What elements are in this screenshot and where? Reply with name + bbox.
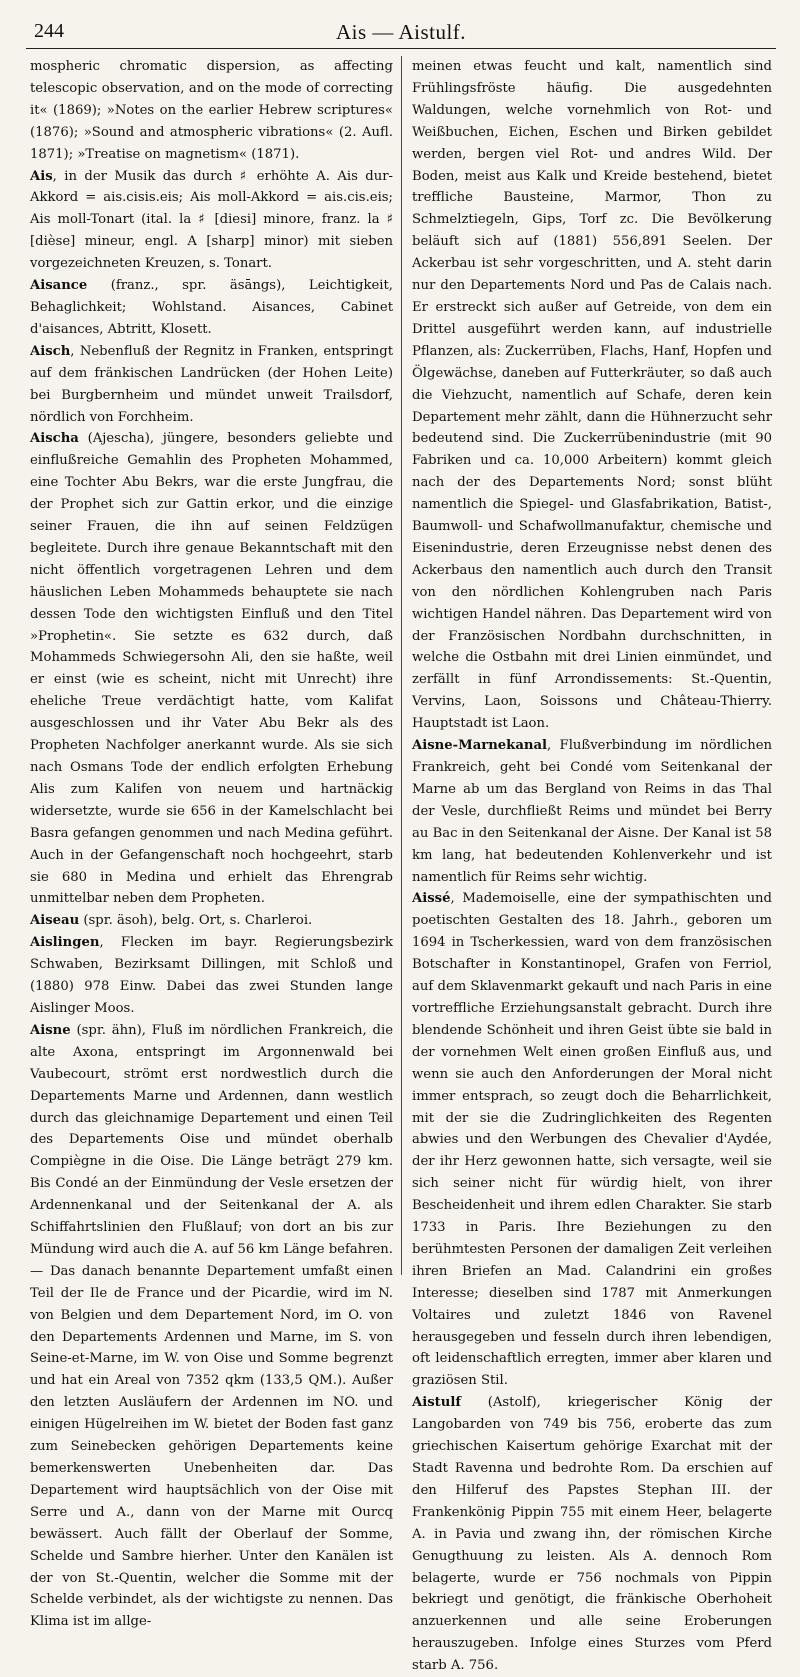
entry-text: (spr. äsoh), belg. Ort, s. Charleroi.: [79, 913, 312, 928]
dictionary-entry: [30, 932, 393, 1020]
entry-text: (franz., spr. äsāngs), Leichtigkeit, Behaglichkeit; Wohlstand. Aisances, Cabinet d'aisances, Abtritt, Klosett.: [30, 278, 393, 337]
dictionary-entry: [30, 341, 393, 429]
running-title: Ais — Aistulf.: [26, 20, 776, 45]
entry-headword: Aischa: [30, 431, 79, 446]
entry-headword: Aisch: [30, 344, 70, 359]
entry-headword: Aislingen: [30, 935, 99, 950]
entry-text: , Nebenfluß der Regnitz in Franken, entspringt auf dem fränkischen Landrücken (der Hohen Leite) bei Burgbernheim und mündet unweit Trailsdorf, nördlich von Forchheim.: [30, 344, 393, 425]
entry-text: (Ajescha), jüngere, besonders geliebte und einflußreiche Gemahlin des Propheten Mohammed, eine Tochter Abu Bekrs, war die erste Jungfrau, die der Prophet sich zur Gattin erkor, und die einzige seiner Frauen, die ihn auf seinen Feldzügen begleitete. Durch ihre genaue Bekanntschaft mit den nicht öffentlich vorgetragenen Lehren und dem häuslichen Leben Mohammeds behauptete sie nach dessen Tode den wichtigsten Einfluß und den Titel »Prophetin«. Sie setzte es 632 durch, daß Mohammeds Schwiegersohn Ali, den sie haßte, weil er einst (wie es scheint, nicht mit Unrecht) ihre eheliche Treue verdächtigt hatte, vom Kalifat ausgeschlossen und ihr Vater Abu Bekr als des Propheten Nachfolger anerkannt wurde. Als sie sich nach Osmans Tode der endlich erfolgten Erhebung Alis zum Kalifen von neuem und hartnäckig widersetzte, wurde sie 656 in der Kamelschlacht bei Basra gefangen genommen und nach Medina geführt. Auch in der Gefangenschaft noch hochgeehrt, starb sie 680 in Medina und erhielt das Ehrengrab unmittelbar neben dem Propheten.: [30, 431, 393, 906]
entry-text: meinen etwas feucht und kalt, namentlich sind Frühlingsfröste häufig. Die ausgedehnten Waldungen, welche vornehmlich von Rot- und Weißbuchen, Eichen, Eschen und Birken gebildet werden, bergen viel Rot- und andres Wild. Der Boden, meist aus Kalk und Kreide bestehend, bietet treffliche Bausteine, Marmor, Thon zu Schmelztiegeln, Gips, Torf zc. Die Bevölkerung beläuft sich auf (1881) 556,891 Seelen. Der Ackerbau ist sehr vorgeschritten, und A. steht darin nur den Departements Nord und Pas de Calais nach. Er erstreckt sich außer auf Getreide, von dem ein Drittel ausgeführt werden kann, auf industrielle Pflanzen, als: Zuckerrüben, Flachs, Hanf, Hopfen und Ölgewächse, daneben auf Futterkräuter, so daß auch die Viehzucht, namentlich auf Schafe, deren kein Departement mehr zählt, dann die Hühnerzucht sehr bedeutend sind. Die Zuckerrübenindustrie (mit 90 Fabriken und ca. 10,000 Arbeitern) kommt gleich nach der des Departements Nord; sonst blüht namentlich die Spiegel- und Glasfabrikation, Batist-, Baumwoll- und Schafwollmanufaktur, chemische und Eisenindustrie, deren Erzeugnisse nebst denen des Ackerbaus den namentlich auch durch den Transit von den nördlichen Kohlengruben nach Paris wichtigen Handel nähren. Das Departement wird von der Französischen Nordbahn durchschnitten, in welche die Ostbahn mit drei Linien einmündet, und zerfällt in fünf Arrondissements: St.-Quentin, Vervins, Laon, Soissons und Château-Thierry. Hauptstadt ist Laon.: [412, 59, 772, 731]
page-header: [26, 12, 776, 49]
entry-text: , Flußverbindung im nördlichen Frankreich, geht bei Condé vom Seitenkanal der Marne ab um das Bergland von Reims in das Thal der Vesle, durchfließt Reims und mündet bei Berry au Bac in den Seitenkanal der Aisne. Der Kanal ist 58 km lang, hat bedeutenden Kohlenverkehr und ist namentlich für Reims sehr wichtig.: [412, 738, 772, 884]
dictionary-entry: [30, 910, 393, 932]
dictionary-entry: [412, 888, 772, 1392]
dictionary-entry: [30, 1020, 393, 1633]
dictionary-entry: [30, 166, 393, 276]
dictionary-entry: [30, 56, 393, 166]
entry-text: mospheric chromatic dispersion, as affecting telescopic observation, and on the mode of correcting it« (1869); »Notes on the earlier Hebrew scriptures« (1876); »Sound and atmospheric vibrations« (2. Aufl. 1871); »Treatise on magnetism« (1871).: [30, 59, 393, 162]
entry-headword: Aisance: [30, 278, 87, 293]
entry-text: (Astolf), kriegerischer König der Langobarden von 749 bis 756, eroberte das zum griechischen Kaisertum gehörige Exarchat mit der Stadt Ravenna und bedrohte Rom. Da erschien auf den Hilferuf des Papstes Stephan III. der Frankenkönig Pippin 755 mit einem Heer, belagerte A. in Pavia und zwang ihn, der römischen Kirche Genugthuung zu leisten. Als A. dennoch Rom belagerte, wurde er 756 nochmals von Pippin bekriegt und genötigt, die fränkische Oberhoheit anzuerkennen und alle seine Eroberungen herauszugeben. Infolge eines Sturzes vom Pferd starb A. 756.: [412, 1395, 772, 1673]
text-columns: [26, 56, 776, 1275]
left-column: [26, 56, 401, 1275]
entry-headword: Aiseau: [30, 913, 79, 928]
entry-text: , in der Musik das durch ♯ erhöhte A. Ais dur-Akkord = ais.cisis.eis; Ais moll-Akkord = ais.cis.eis; Ais moll-Tonart (ital. la ♯ [diesi] minore, franz. la ♯ [dièse] mineur, engl. A [sharp] minor) mit sieben vorgezeichneten Kreuzen, s. Tonart.: [30, 169, 393, 272]
entry-headword: Ais: [30, 169, 53, 184]
entry-headword: Aisne: [30, 1023, 71, 1038]
page-number: 244: [34, 20, 64, 43]
entry-text: , Flecken im bayr. Regierungsbezirk Schwaben, Bezirksamt Dillingen, mit Schloß und (1880) 978 Einw. Dabei das zwei Stunden lange Aislinger Moos.: [30, 935, 393, 1016]
entry-headword: Aissé: [412, 891, 450, 906]
entry-headword: Aisne-Marnekanal: [412, 738, 547, 753]
dictionary-entry: [412, 56, 772, 735]
dictionary-entry: [30, 275, 393, 341]
dictionary-entry: [412, 735, 772, 888]
dictionary-entry: [30, 428, 393, 910]
entry-text: , Mademoiselle, eine der sympathischten und poetischten Gestalten des 18. Jahrh., geboren um 1694 in Tscherkessien, ward von dem französischen Botschafter in Konstantinopel, Grafen von Ferriol, auf dem Sklavenmarkt gekauft und nach Paris in eine vortreffliche Erziehungsanstalt gebracht. Durch ihre blendende Schönheit und ihren Geist übte sie bald in der vornehmen Welt einen großen Einfluß aus, und wenn sie auch den Anforderungen der Moral nicht immer entsprach, so zeugt doch die Beharrlichkeit, mit der sie die Zudringlichkeiten des Regenten abwies und den Werbungen des Chevalier d'Aydée, der ihr Herz gewonnen hatte, sich versagte, weil sie sich seiner nicht für würdig hielt, von ihrer Bescheidenheit und ihrem edlen Charakter. Sie starb 1733 in Paris. Ihre Beziehungen zu den berühmtesten Personen der damaligen Zeit verleihen ihren Briefen an Mad. Calandrini ein großes Interesse; dieselben sind 1787 mit Anmerkungen Voltaires und zuletzt 1846 von Ravenel herausgegeben und fesseln durch ihren lebendigen, oft leidenschaftlich erregten, immer aber klaren und graziösen Stil.: [412, 891, 772, 1388]
dictionary-entry: [412, 1392, 772, 1677]
entry-headword: Aistulf: [412, 1395, 461, 1410]
entry-text: (spr. ähn), Fluß im nördlichen Frankreich, die alte Axona, entspringt im Argonnenwald bei Vaubecourt, strömt erst nordwestlich durch die Departements Marne und Ardennen, dann westlich durch das gleichnamige Departement und einen Teil des Departements Oise und mündet oberhalb Compiègne in die Oise. Die Länge beträgt 279 km. Bis Condé an der Einmündung der Vesle ersetzen der Ardennenkanal und der Seitenkanal der A. als Schiffahrtslinien den Flußlauf; von dort an bis zur Mündung wird auch die A. auf 56 km Länge befahren. — Das danach benannte Departement umfaßt einen Teil der Ile de France und der Picardie, wird im N. von Belgien und dem Departement Nord, im O. von den Departements Ardennen und Marne, im S. von Seine-et-Marne, im W. von Oise und Somme begrenzt und hat ein Areal von 7352 qkm (133,5 QM.). Außer den letzten Ausläufern der Ardennen im NO. und einigen Hügelreihen im W. bietet der Boden fast ganz zum Seinebecken gehörigen Departements keine bemerkenswerten Unebenheiten dar. Das Departement wird hauptsächlich von der Oise mit Serre und A., dann von der Marne mit Ourcq bewässert. Auch fällt der Oberlauf der Somme, Schelde und Sambre hierher. Unter den Kanälen ist der von St.-Quentin, welcher die Somme mit der Schelde verbindet, als der wichtigste zu nennen. Das Klima ist im allge-: [30, 1023, 393, 1629]
right-column: [401, 56, 776, 1275]
